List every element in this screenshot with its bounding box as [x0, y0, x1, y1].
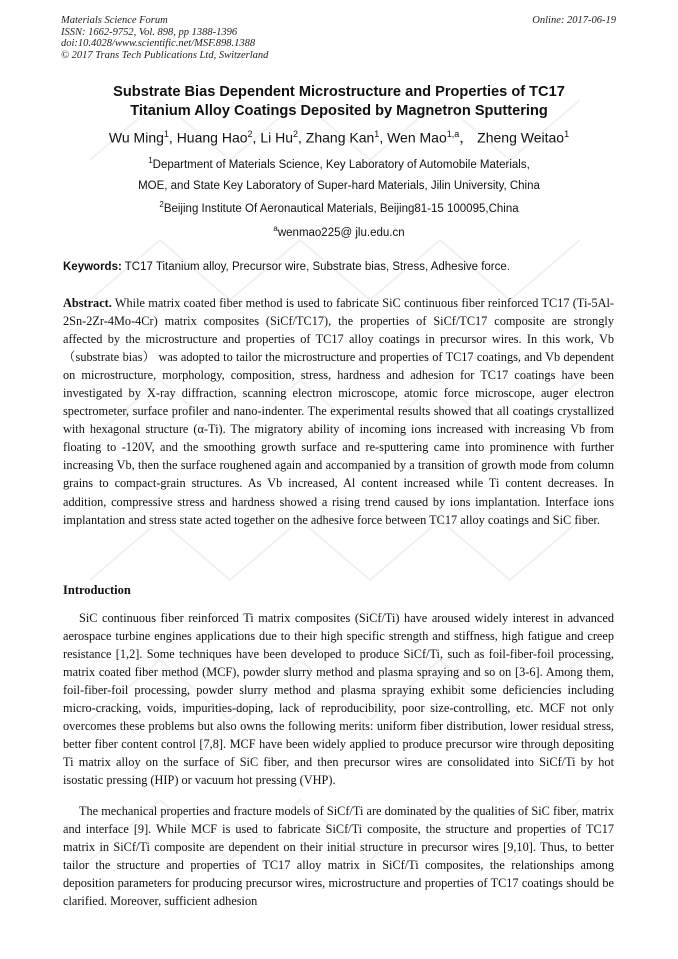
affiliation-mark: 1 — [148, 156, 153, 165]
author-separator: , — [379, 129, 388, 146]
affiliation-1-line-2: MOE, and State Key Laboratory of Super-hard Materials, Jilin University, China — [138, 179, 540, 192]
author-affiliation-mark: 1 — [374, 129, 380, 139]
affiliation-1-line-1: Department of Materials Science, Key Laboratory of Automobile Materials, — [152, 158, 530, 171]
author-separator: ， — [459, 129, 478, 146]
intro-paragraph-1: SiC continuous fiber reinforced Ti matrix composites (SiCf/Ti) have aroused widely interest in advanced aerospace turbine engines applications due to their high specific strength and stiffness, high fatigue and creep resistance [1,2]. Some techniques have been developed to produce SiCf/Ti, such as foil-fiber-foil processing, matrix coated fiber method (MCF), powder slurry method and plasma spraying and so on [3-6]. Among them, foil-fiber-foil processing, powder slurry method and plasma spraying exhibit some deficiencies including micro-cracking, voids, impurities-doping, lack of reproducibility, poor size-controlling, etc. MCF not only overcomes these problems but also owns the following merits: uniform fiber distribution, lower residual stress, better fiber content control [7,8]. MCF have been widely applied to produce precursor wire through depositing Ti matrix alloy on the surface of SiC fiber, and then precursor wires are consolidated into SiCf/Ti by hot isostatic pressing (HIP) or vacuum hot pressing (VHP). — [63, 611, 614, 788]
author-name: Wu Ming — [108, 129, 164, 146]
affiliation-2-text: Beijing Institute Of Aeronautical Materials, Beijing81-15 100095,China — [163, 202, 519, 215]
author-name: Zheng Weitao — [477, 129, 565, 146]
abstract-label: Abstract. — [63, 296, 112, 310]
section-heading-introduction: Introduction — [63, 583, 131, 597]
author-list — [40, 125, 638, 147]
author-affiliation-mark: 1 — [564, 129, 570, 139]
author-affiliation-mark: 2 — [293, 129, 299, 139]
email-text: wenmao225@ jlu.edu.cn — [277, 226, 405, 239]
copyright-line: © 2017 Trans Tech Publications Ltd, Switzerland — [61, 49, 269, 61]
intro-paragraph-2: The mechanical properties and fracture models of SiCf/Ti are dominated by the qualities of SiC fiber, matrix and interface [9]. While MCF is used to fabricate SiCf/Ti composite, the structure and properties of TC17 matrix in SiCf/Ti composite are dependent on their initial structure in precursor wires [9,10]. Thus, to better tailor the structure and properties of TC17 alloy matrix in SiCf/Ti composites, the relationships among deposition parameters for producing precursor wires, microstructure and properties of TC17 coatings should be clarified. Moreover, sufficient adhesion — [63, 804, 614, 909]
corresponding-email — [40, 218, 638, 244]
affiliation-mark: 2 — [159, 200, 164, 209]
author-name: Huang Hao — [176, 129, 248, 146]
author-name: Li Hu — [260, 129, 293, 146]
author-affiliation-mark: 2 — [247, 129, 253, 139]
author-affiliation-mark: 1 — [163, 129, 169, 139]
author-name: Wen Mao — [387, 129, 447, 146]
paper-title — [40, 83, 638, 121]
abstract-text: While matrix coated fiber method is used to fabricate SiC continuous fiber reinforced TC17 (Ti-5Al-2Sn-2Zr-4Mo-4Cr) matrix composites (SiCf/TC17), the properties of SiCf/TC17 composite are strongly affected by the microstructure and properties of TC17 alloy coatings in precursor wires. In this work, Vb（substrate bias） was adopted to tailor the microstructure and properties of TC17 coatings, and Vb dependent on microstructure, morphology, composition, stress, hardness and adhesion for TC17 coatings have been investigated by X-ray diffraction, scanning electron microscope, atomic force microscope, auger electron spectrometer, surface profiler and nano-indenter. The experimental results showed that all coatings crystallized with hexagonal structure (α-Ti). The migratory ability of incoming ions increased with increasing Vb from floating to -120V, and the smoothing growth surface and re-sputtering came into prominence with further increasing Vb, then the surface roughened again and accompanied by a transition of growth mode from column grains to compact-grain structures. As Vb increased, Al content increased while Ti content decreases. In addition, compressive stress and hardness showed a rising trend caused by ions implantation. Interface ions implantation and stress state acted together on the adhesive force between TC17 alloy coatings and SiC fiber. — [63, 296, 614, 527]
author-separator: , — [252, 129, 261, 146]
journal-name: Materials Science Forum — [61, 15, 168, 26]
online-date: Online: 2017-06-19 — [532, 15, 616, 26]
abstract — [63, 294, 614, 529]
author-affiliation-mark: 1,a — [446, 129, 460, 139]
journal-header — [61, 15, 268, 61]
author-separator: , — [298, 129, 306, 146]
affiliation-1 — [40, 150, 638, 197]
email-mark: a — [273, 224, 278, 233]
keywords-label: Keywords: — [63, 261, 122, 273]
keywords-text: TC17 Titanium alloy, Precursor wire, Substrate bias, Stress, Adhesive force. — [121, 261, 510, 273]
author-separator: , — [168, 129, 177, 146]
keywords — [63, 259, 623, 275]
affiliation-2 — [40, 194, 638, 220]
issn-line: ISSN: 1662-9752, Vol. 898, pp 1388-1396 — [61, 26, 238, 38]
title-line-2: Titanium Alloy Coatings Deposited by Magnetron Sputtering — [130, 103, 548, 119]
author-name: Zhang Kan — [305, 129, 375, 146]
doi-line: doi:10.4028/www.scientific.net/MSF.898.1388 — [61, 38, 256, 49]
title-line-1: Substrate Bias Dependent Microstructure and Properties of TC17 — [113, 84, 565, 100]
